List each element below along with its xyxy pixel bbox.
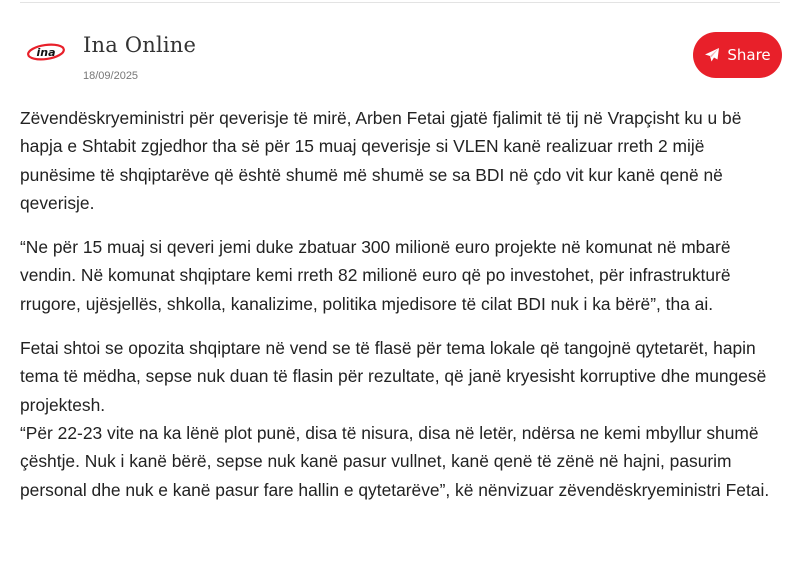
ina-logo[interactable] [26,41,66,63]
article-paragraph: Zëvendëskryeministri për qeverisje të mirë, Arben Fetai gjatë fjalimit të tij në Vrapçisht ku u bë hapja e Shtabit zgjedhor tha së për 15 muaj qeverisje si VLEN kanë realizuar rreth 2 mijë punësime të shqiptarëve që është shumë më shumë se sa BDI në çdo vit kur kanë qenë në qeverisje. [20,108,742,213]
article-body [20,104,782,504]
source-name[interactable]: Ina Online [83,33,197,57]
share-label: Share [727,46,771,64]
publish-date: 18/09/2025 [83,70,139,82]
svg-text:ina: ina [36,46,56,59]
article-header [20,28,782,88]
article-paragraph: “Për 22-23 vite na ka lënë plot punë, disa të nisura, disa në letër, ndërsa ne kemi mbyllur shumë çështje. Nuk i kanë bërë, sepse nuk kanë pasur vullnet, kanë qenë të zënë në hajni, pasurim personal dhe nuk e kanë pasur fare hallin e qytetarëve”, kë nënvizuar zëvendëskryeministri Fetai. [20,422,770,500]
share-button[interactable] [693,32,782,78]
paper-plane-icon [704,47,720,63]
top-divider [20,2,780,3]
article-paragraph: Fetai shtoi se opozita shqiptare në vend se të flasë për tema lokale që tangojnë qytetarët, hapin tema të mëdha, sepse nuk duan të flasin për rezultate, që janë kryesisht korruptive dhe mungesë projektesh. [20,338,767,415]
article-paragraph: “Ne për 15 muaj si qeveri jemi duke zbatuar 300 milionë euro projekte në komunat në mbarë vendin. Në komunat shqiptare kemi rreth 82 milionë euro që po investohet, për infrastrukturë rrugore, ujësjellës, shkolla, kanalizime, politika mjedisore të cilat BDI nuk i ka bërë”, tha ai. [20,237,731,314]
